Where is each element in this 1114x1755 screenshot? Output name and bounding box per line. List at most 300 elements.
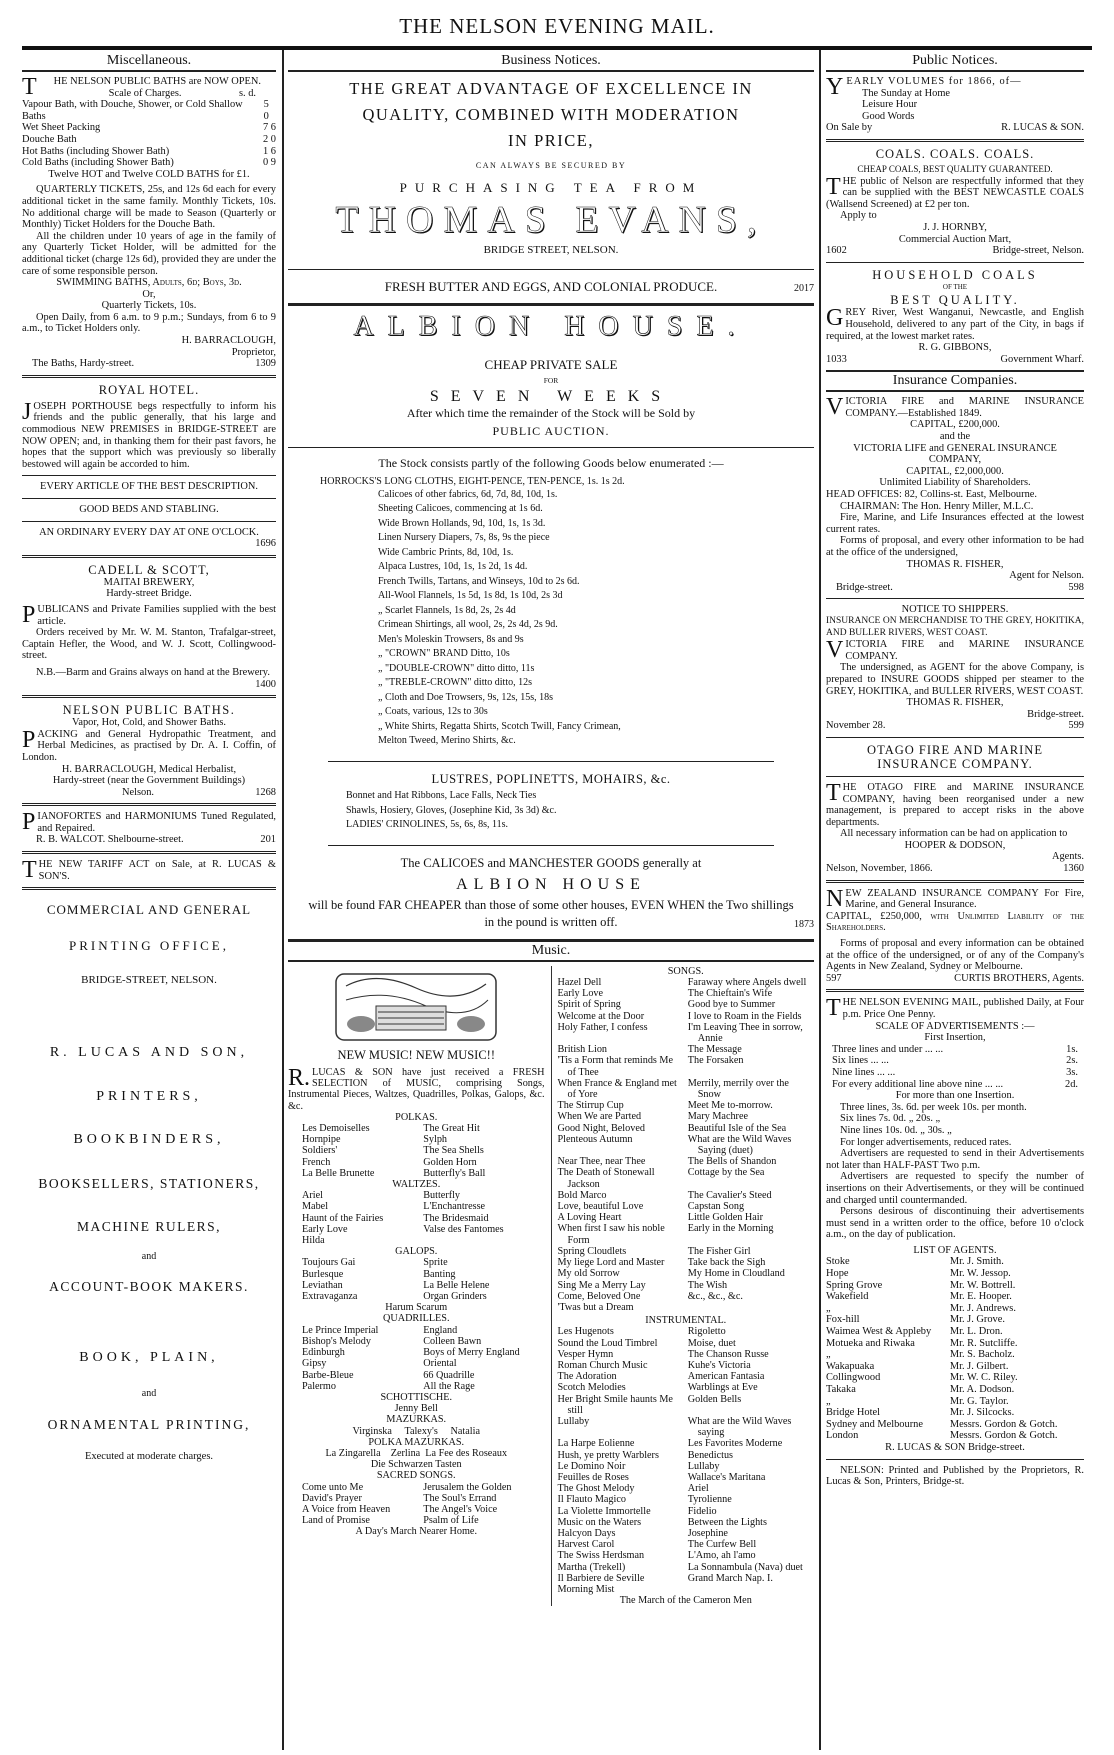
polkas-list	[288, 1123, 545, 1179]
albion-item: „ "TREBLE-CROWN" ditto ditto, 12s	[378, 677, 532, 689]
royal-hotel-ad	[22, 383, 276, 550]
victoria-forms: Forms of proposal, and every other information to be had at the office of the undersigned,	[826, 535, 1084, 558]
proprietor-role: Proprietor,	[231, 346, 276, 358]
instrumental-heading: INSTRUMENTAL.	[645, 1315, 727, 1327]
title-right: Jerusalem the Golden	[423, 1481, 512, 1493]
victoria-insurance-ad	[826, 396, 1084, 593]
victoria-cap2: CAPITAL, £2,000,000.	[906, 465, 1004, 477]
instrumental-row	[558, 1528, 815, 1539]
title-left: Sing Me a Merry Lay	[557, 1279, 646, 1291]
thomas-evans-ad	[288, 76, 814, 298]
agent-row	[826, 1303, 1084, 1315]
instrumental-row	[558, 1483, 815, 1494]
title-left: The Ghost Melody	[557, 1483, 635, 1495]
title-left: Land of Promise	[302, 1515, 370, 1527]
royal-ordinary: AN ORDINARY EVERY DAY AT ONE O'CLOCK.	[39, 526, 259, 538]
cadell-title: CADELL & SCOTT,	[88, 562, 210, 577]
proprietor-name: H. BARRACLOUGH,	[181, 335, 276, 347]
waltz-row	[288, 1235, 545, 1246]
agent-name: Mr. J. Grove.	[949, 1314, 1005, 1326]
title-left: The Adoration	[557, 1371, 617, 1383]
npb-title: NELSON PUBLIC BATHS.	[62, 703, 236, 718]
ad-number: 1873	[794, 919, 814, 931]
npb-sub: Vapor, Hot, Cold, and Shower Baths.	[72, 717, 226, 729]
title-right: Good bye to Summer	[687, 999, 776, 1011]
agent-name: Messrs. Gordon & Gotch.	[949, 1430, 1058, 1442]
title-left: Edinburgh	[302, 1347, 345, 1359]
agent-place: Takaka	[826, 1384, 856, 1395]
sacred-list	[288, 1482, 545, 1527]
quadrille-row	[288, 1325, 545, 1336]
npb-body: PACKING and General Hydropathic Treatment, and Herbal Medicines, as practised by Dr. A. I. Coffin, of London.	[22, 726, 276, 763]
title-right: What are the Wild Waves Saying (duet)	[687, 1133, 792, 1157]
victoria-cap1: CAPITAL, £200,000.	[910, 419, 1000, 431]
ad-number: 1268	[255, 786, 276, 798]
title-left: Les Demoiselles	[302, 1123, 370, 1135]
mail-request: Advertisers are requested to send in their Advertisements not later than HALF-PAST Two p.m.	[826, 1148, 1084, 1171]
music-intro: R.LUCAS & SON have just received a FRESH SELECTION of MUSIC, comprising Songs, Instrumental Pieces, Waltzes, Quadrilles, Polkas, Galops, &c. &c.	[288, 1065, 545, 1112]
section-insurance: Insurance Companies.	[826, 370, 1084, 392]
jenny-bell: Jenny Bell	[394, 1403, 438, 1415]
instrumental-row	[558, 1506, 815, 1517]
title-left: Les Hugenots	[557, 1326, 614, 1338]
song-row	[558, 1055, 815, 1077]
title-right: The Chieftain's Wife	[687, 988, 773, 1000]
title-right: 66 Quadrille	[423, 1369, 475, 1381]
or-text: Or,	[142, 288, 156, 300]
nelson-public-baths-ad	[22, 703, 276, 798]
title-right: My Home in Cloudland	[687, 1268, 785, 1280]
instrumental-row	[558, 1450, 815, 1461]
song-row	[558, 1246, 815, 1257]
otago-insurance-ad	[826, 743, 1084, 875]
agent-row	[826, 1384, 1084, 1396]
title-right: The Chanson Russe	[687, 1348, 769, 1360]
instrumental-row	[558, 1539, 815, 1550]
albion-weeks: SEVEN WEEKS	[429, 387, 673, 405]
instrumental-row	[558, 1438, 815, 1449]
agent-place: Wakapuaka	[826, 1360, 875, 1372]
shippers-name: THOMAS R. FISHER,	[906, 697, 1004, 709]
price-item: Vapour Bath, with Douche, Shower, or Cold Shallow Baths	[22, 99, 243, 122]
title-right: Capstan Song	[687, 1201, 745, 1213]
title-left: Le Prince Imperial	[302, 1324, 379, 1336]
title-left: Ariel	[302, 1190, 323, 1202]
price-line	[22, 134, 276, 146]
column-rule-right	[819, 50, 821, 1750]
ad-number: 599	[1068, 720, 1084, 732]
albion-items2	[288, 789, 814, 833]
coals-addr: Commercial Auction Mart,	[898, 233, 1012, 245]
agent-place: Spring Grove	[826, 1279, 883, 1291]
title-right: The Angel's Voice	[423, 1503, 498, 1515]
instrumental-row	[558, 1394, 815, 1416]
sacred-row	[288, 1493, 545, 1504]
printing-l8: MACHINE RULERS,	[76, 1219, 221, 1235]
title-left: Hilda	[302, 1235, 325, 1247]
title-right: Organ Grinders	[423, 1291, 487, 1303]
galop-row	[288, 1257, 545, 1268]
albion-title: ALBION HOUSE.	[353, 311, 749, 343]
instrumental-row	[558, 1562, 815, 1573]
title-left: My old Sorrow	[557, 1268, 620, 1280]
opening-hours: Open Daily, from 6 a.m. to 9 p.m.; Sundays, from 6 to 9 a.m., to Ticket Holders only.	[22, 311, 276, 335]
agent-row	[826, 1314, 1084, 1326]
title-right: Ariel	[687, 1483, 709, 1495]
title-left: Hornpipe	[302, 1134, 341, 1146]
title-right: Mary Machree	[687, 1111, 748, 1123]
rate-row	[832, 1044, 1078, 1056]
title-left: Early Love	[302, 1223, 348, 1235]
title-left: Bishop's Melody	[302, 1335, 371, 1347]
agent-row	[826, 1280, 1084, 1292]
title-right: Little Golden Hair	[687, 1212, 764, 1224]
albion-item: „ "DOUBLE-CROWN" ditto ditto, 11s	[378, 662, 535, 674]
royal-beds: GOOD BEDS AND STABLING.	[79, 504, 219, 515]
instrumental-list	[558, 1326, 815, 1595]
mail-scale: SCALE OF ADVERTISEMENTS :—	[875, 1020, 1035, 1032]
song-row	[558, 1111, 815, 1122]
song-row	[558, 999, 815, 1010]
cadell-orders: Orders received by Mr. W. M. Stanton, Trafalgar-street, Captain Hefler, the Wood, and W. J. Scott, Collingwood-street.	[22, 627, 276, 662]
title-left: The Stirrup Cup	[557, 1100, 624, 1112]
albion-item: Men's Moleskin Trowsers, 8s and 9s	[378, 633, 524, 645]
title-left: My liege Lord and Master	[557, 1257, 665, 1269]
piano-body: PIANOFORTES and HARMONIUMS Tuned Regulated, and Repaired.	[22, 809, 276, 836]
instrumental-row	[558, 1573, 815, 1584]
left-column	[22, 52, 276, 1747]
agent-name: Mr. L. Dron.	[949, 1326, 1003, 1338]
mail-first: First Insertion,	[924, 1032, 986, 1044]
mail-more: For more than one Insertion.	[895, 1090, 1015, 1102]
household-name: R. G. GIBBONS,	[918, 342, 992, 354]
agent-place: Sydney and Melbourne	[826, 1418, 923, 1430]
title-left: David's Prayer	[302, 1492, 362, 1504]
evans-l4: CAN ALWAYS BE SECURED BY	[475, 161, 627, 170]
coals-body: THE public of Nelson are respectfully informed that they can be supplied with the BEST NEWCASTLE COALS (Wallsend Screened) at £2 per ton.	[826, 173, 1084, 210]
price-value: 5 0	[263, 99, 269, 122]
scale-title: Scale of Charges.	[108, 87, 182, 99]
agent-place: Waimea West & Appleby	[826, 1326, 932, 1338]
title-right: Moise, duet	[687, 1337, 736, 1349]
albion-lustres: LUSTRES, POPLINETTS, MOHAIRS, &c.	[431, 771, 671, 786]
on-sale-by: On Sale by	[826, 122, 873, 134]
price-value: 1 6	[263, 145, 276, 157]
printing-l11: BOOK, PLAIN,	[79, 1350, 219, 1366]
instrumental-row	[558, 1371, 815, 1382]
song-row	[558, 1223, 815, 1245]
title-right: Golden Horn	[423, 1156, 477, 1168]
music-new: NEW MUSIC! NEW MUSIC!!	[337, 1047, 496, 1062]
title-left: Soldiers'	[302, 1145, 338, 1157]
title-left: La Harpe Eolienne	[557, 1438, 635, 1450]
agent-row	[826, 1268, 1084, 1280]
title-left: Vesper Hymn	[557, 1348, 614, 1360]
instrumental-row	[558, 1494, 815, 1505]
household-of: OF THE	[942, 282, 968, 291]
albion-item: „ Cloth and Doe Trowsers, 9s, 12s, 15s, 18s	[378, 691, 554, 703]
title-left: La Belle Brunette	[302, 1167, 375, 1179]
coals-addr2: Bridge-street, Nelson.	[992, 245, 1084, 257]
title-right: &c., &c., &c.	[687, 1290, 743, 1302]
ad-number: 1360	[1063, 863, 1084, 875]
section-miscellaneous: Miscellaneous.	[22, 52, 276, 72]
baths-address: The Baths, Hardy-street.	[32, 358, 135, 370]
title-left: French	[302, 1156, 331, 1168]
title-right: The Message	[687, 1044, 742, 1056]
title-right: La Sonnambula (Nava) duet	[687, 1561, 803, 1573]
song-row	[558, 1167, 815, 1189]
swimming-baths: SWIMMING BATHS, Adults, 6d; Boys, 3d.	[56, 277, 242, 289]
title-left: The Death of Stonewall Jackson	[557, 1167, 655, 1190]
agent-place: „	[826, 1395, 831, 1407]
section-music: Music.	[288, 939, 814, 962]
title-left: Roman Church Music	[557, 1359, 648, 1371]
shippers-sub: INSURANCE ON MERCHANDISE TO THE GREY, HOKITIKA, AND BULLER RIVERS, WEST COAST.	[826, 615, 1084, 638]
albion-item: „ Scarlet Flannels, 1s 8d, 2s, 2s 4d	[378, 604, 516, 616]
song-row	[558, 1156, 815, 1167]
title-right: The Bells of Shandon	[687, 1156, 777, 1168]
sacred-heading: SACRED SONGS.	[376, 1470, 456, 1482]
albion-item: Linen Nursery Diapers, 7s, 8s, 9s the piece	[378, 532, 550, 544]
galop-row	[288, 1280, 545, 1291]
evans-l1: THE GREAT ADVANTAGE OF EXCELLENCE IN	[349, 79, 753, 98]
rate-row	[832, 1067, 1078, 1079]
baths-title: THE NELSON PUBLIC BATHS are NOW OPEN.	[22, 74, 261, 100]
victoria-agent: Agent for Nelson.	[1009, 570, 1084, 582]
instrumental-row	[558, 1326, 815, 1337]
pianoforte-ad	[22, 811, 276, 846]
nz-name: CURTIS BROTHERS, Agents.	[954, 972, 1084, 984]
song-row	[558, 1302, 815, 1313]
title-left: British Lion	[557, 1044, 608, 1056]
agent-row	[826, 1256, 1084, 1268]
title-left: Near Thee, near Thee	[557, 1156, 646, 1168]
polka-row	[288, 1134, 545, 1145]
title-left: Hush, ye pretty Warblers	[557, 1449, 659, 1461]
title-left: When We are Parted	[557, 1111, 642, 1123]
title-right: The Curfew Bell	[687, 1539, 757, 1551]
title-right: The Cavalier's Steed	[687, 1189, 772, 1201]
song-row	[558, 988, 815, 999]
coals-ad	[826, 147, 1084, 257]
shippers-date: November 28.	[826, 720, 886, 732]
cadell-body: PUBLICANS and Private Families supplied with the best article.	[22, 601, 276, 628]
albion-after: After which time the remainder of the Stock will be Sold by	[406, 406, 696, 421]
rate-label: Three lines and under ... ...	[832, 1043, 944, 1055]
nz-body: Forms of proposal and every information can be obtained at the office of the undersigned, or of any of the Company's Agents in New Zealand, Sydney or Melbourne.	[826, 938, 1084, 973]
otago-agents: Agents.	[1051, 851, 1084, 863]
title-left: Scotch Melodies	[557, 1382, 626, 1394]
sacred-row	[288, 1482, 545, 1493]
music-engraving-image	[316, 966, 516, 1048]
polka-row	[288, 1123, 545, 1134]
title-left: Il Flauto Magico	[557, 1494, 626, 1506]
price-item: Douche Bath	[22, 133, 77, 145]
agent-place: „	[826, 1349, 831, 1361]
title-left: Holy Father, I confess	[557, 1021, 648, 1033]
nz-capital: CAPITAL, £250,000, with Unlimited Liability of the Shareholders.	[826, 910, 1084, 934]
right-column	[826, 52, 1084, 1747]
title-right: The Forsaken	[687, 1055, 744, 1067]
printing-l2: PRINTING OFFICE,	[69, 937, 229, 953]
agent-row	[826, 1407, 1084, 1419]
title-left: Toujours Gai	[302, 1257, 356, 1269]
song-row	[558, 1190, 815, 1201]
polka-row	[288, 1145, 545, 1156]
npb-addr: Hardy-street (near the Government Buildings)	[52, 775, 246, 787]
ad-number: 597	[826, 972, 842, 984]
title-right: Banting	[423, 1268, 456, 1280]
instrumental-row	[558, 1360, 815, 1371]
title-right: Merrily, merrily over the Snow	[687, 1077, 789, 1101]
agent-name: Mr. A. Dodson.	[949, 1384, 1015, 1395]
yearly-items	[826, 88, 1084, 123]
cadell-nb: N.B.—Barm and Grains always on hand at the Brewery.	[36, 666, 270, 678]
shippers-street: Bridge-street.	[1027, 708, 1084, 720]
rate-label: Nine lines ... ...	[832, 1066, 896, 1078]
agent-name: Mr. W. C. Riley.	[949, 1372, 1018, 1384]
title-left: Sound the Loud Timbrel	[557, 1337, 658, 1349]
polka-row	[288, 1168, 545, 1179]
title-right: The Sea Shells	[423, 1145, 484, 1157]
mazurkas-heading: MAZURKAS.	[386, 1414, 447, 1426]
price-line	[22, 157, 276, 169]
twelve-baths: Twelve HOT and Twelve COLD BATHS for £1.	[48, 168, 250, 180]
title-right: Cottage by the Sea	[687, 1167, 765, 1179]
title-left: Mabel	[302, 1201, 329, 1213]
ad-number: 598	[1068, 581, 1084, 593]
yearly-item: The Sunday at Home	[862, 87, 951, 99]
children-note: All the children under 10 years of age in the family of any Quarterly Ticket Holder, will be admitted for the additional ticket (charge 12s 6d), provided they are under the care of some responsible person.	[22, 230, 276, 277]
song-row	[558, 1291, 815, 1302]
instrumental-row	[558, 1338, 815, 1349]
quadrilles-heading: QUADRILLES.	[383, 1313, 450, 1325]
coals-apply: Apply to	[840, 210, 877, 222]
otago-title: OTAGO FIRE AND MARINE INSURANCE COMPANY.	[867, 742, 1043, 771]
title-left: Spirit of Spring	[557, 999, 621, 1011]
agent-place: Hope	[826, 1268, 849, 1280]
piano-name: R. B. WALCOT. Shelbourne-street.	[36, 834, 184, 846]
evans-l3: IN PRICE,	[508, 131, 594, 150]
title-left: Extravaganza	[302, 1291, 358, 1303]
currency-header: s. d.	[238, 87, 256, 99]
polka-row	[288, 1157, 545, 1168]
galop-row	[288, 1269, 545, 1280]
evans-address: BRIDGE STREET, NELSON.	[483, 244, 619, 257]
quadrille-row	[288, 1336, 545, 1347]
title-right: Rigoletto	[687, 1326, 726, 1338]
albion-items	[288, 488, 814, 749]
agent-place: Collingwood	[826, 1372, 881, 1384]
instrumental-row	[558, 1382, 815, 1393]
price-line	[22, 122, 276, 134]
title-right: Benedictus	[687, 1449, 734, 1461]
rate-value: 3s.	[1066, 1066, 1078, 1078]
victoria-head: HEAD OFFICES: 82, Collins-st. East, Melbourne.	[826, 489, 1037, 501]
agent-place: Fox-hill	[826, 1314, 860, 1326]
yearly-item: Leisure Hour	[862, 99, 918, 111]
albion-for: FOR	[543, 375, 559, 385]
instrumental-row	[558, 1349, 815, 1360]
albion-stock: The Stock consists partly of the following Goods below enumerated :—	[378, 456, 724, 471]
title-right: All the Rage	[423, 1380, 475, 1392]
galops-list	[288, 1257, 545, 1302]
albion-auction: PUBLIC AUCTION.	[492, 423, 610, 438]
price-line	[22, 146, 276, 158]
agents-heading: LIST OF AGENTS.	[913, 1244, 997, 1256]
yearly-item: Good Words	[862, 110, 915, 122]
instrumental-row	[558, 1584, 815, 1595]
title-right: Meet Me to-morrow.	[687, 1100, 773, 1112]
masthead: THE NELSON EVENING MAIL.	[399, 14, 715, 38]
albion-horrocks: HORROCKS'S LONG CLOTHS, EIGHT-PENCE, TEN-PENCE, 1s. 1s 2d.	[320, 475, 625, 487]
albion-item: LADIES' CRINOLINES, 5s, 6s, 8s, 11s.	[346, 819, 508, 831]
albion-item: Melton Tweed, Merino Shirts, &c.	[378, 735, 516, 747]
imprint: NELSON: Printed and Published by the Proprietors, R. Lucas & Son, Printers, Bridge-st.	[826, 1464, 1084, 1488]
price-item: Wet Sheet Packing	[22, 122, 101, 134]
title-right: Warblings at Eve	[687, 1382, 758, 1394]
agent-name: Mr. G. Taylor.	[949, 1395, 1009, 1407]
notice-to-shippers-ad	[826, 604, 1084, 732]
waltzes-heading: WALTZES.	[392, 1179, 441, 1191]
printing-l12: and	[141, 1387, 157, 1399]
agent-row	[826, 1396, 1084, 1408]
title-left: Hazel Dell	[557, 977, 602, 989]
music-ad	[288, 966, 814, 1607]
albion-item: „ Coats, various, 12s to 30s	[378, 706, 488, 718]
middle-column	[288, 52, 814, 1747]
coals-name: J. J. HORNBY,	[923, 221, 987, 233]
agent-row	[826, 1419, 1084, 1431]
title-left: Welcome at the Door	[557, 1010, 645, 1022]
title-left: Gipsy	[302, 1358, 327, 1370]
rate-value: 2s.	[1066, 1055, 1078, 1067]
masthead-rule	[22, 46, 1092, 50]
waltz-row	[288, 1224, 545, 1235]
victoria-and: and the	[939, 431, 971, 443]
price-value: 0 9	[263, 157, 276, 169]
song-row	[558, 1011, 815, 1022]
mail-lucas: R. LUCAS & SON Bridge-street.	[885, 1441, 1025, 1453]
quarterly-tickets: QUARTERLY TICKETS, 25s, and 12s 6d each for every additional ticket in the same family. Monthly Tickets, 10s. No additional charge will be made to Season (Quarterly or Monthly) Ticket Holders for the Douche Bath.	[22, 184, 276, 231]
title-left: Her Bright Smile haunts Me still	[557, 1393, 673, 1416]
nz-insurance-ad	[826, 885, 1084, 985]
title-left: 'Tis a Form that reminds Me of Thee	[557, 1055, 674, 1078]
title-left: Martha (Trekell)	[557, 1561, 626, 1573]
agent-row	[826, 1430, 1084, 1442]
polka-mazurkas-heading: POLKA MAZURKAS.	[368, 1436, 465, 1448]
price-value: 7 6	[263, 122, 276, 134]
title-right: The Soul's Errand	[423, 1492, 497, 1504]
rate-value: 2d.	[1065, 1078, 1078, 1090]
albion-item: French Twills, Tartans, and Winseys, 10d to 2s 6d.	[378, 575, 580, 587]
title-right: Golden Bells	[687, 1393, 742, 1405]
title-right: Boys of Merry England	[423, 1347, 520, 1359]
song-row	[558, 1044, 815, 1055]
ad-number: 1400	[255, 678, 276, 690]
title-right: Grand March Nap. I.	[687, 1572, 773, 1584]
title-right: American Fantasia	[687, 1371, 765, 1383]
instrumental-row	[558, 1550, 815, 1561]
yearly-volumes-ad	[826, 76, 1084, 134]
albion-item: Wide Brown Hollands, 9d, 10d, 1s, 1s 3d.	[378, 517, 546, 529]
coals-title: COALS. COALS. COALS.	[875, 146, 1035, 161]
agent-row	[826, 1291, 1084, 1303]
title-left: When first I saw his noble Form	[557, 1223, 665, 1246]
quadrille-row	[288, 1370, 545, 1381]
agent-name: Mr. J. Andrews.	[949, 1302, 1016, 1314]
